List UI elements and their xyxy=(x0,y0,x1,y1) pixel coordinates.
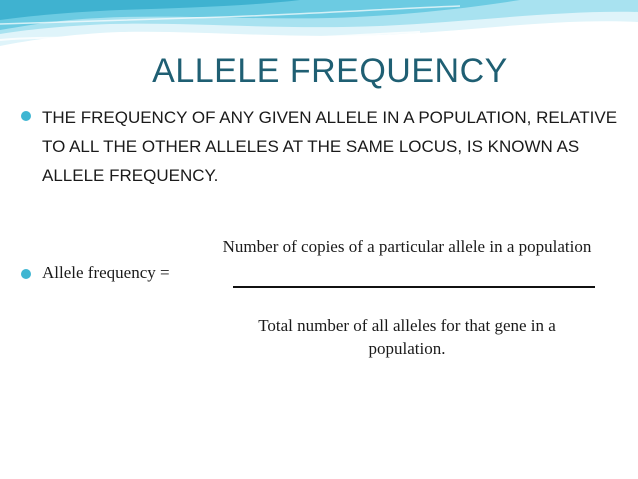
circle-bullet-icon xyxy=(20,110,32,122)
formula-numerator: Number of copies of a particular allele in a population xyxy=(222,237,592,256)
circle-bullet-icon xyxy=(20,268,32,280)
fraction-line xyxy=(233,286,595,288)
formula-denominator: Total number of all alleles for that gene in a population. xyxy=(258,316,556,358)
slide-title: ALLELE FREQUENCY xyxy=(152,52,508,90)
definition-text: THE FREQUENCY OF ANY GIVEN ALLELE IN A POPULATION, RELATIVE TO ALL THE OTHER ALLELES AT THE SAME LOCUS, IS KNOWN AS ALLELE FREQUENCY. xyxy=(42,108,618,185)
formula-label: Allele frequency = xyxy=(42,263,170,282)
